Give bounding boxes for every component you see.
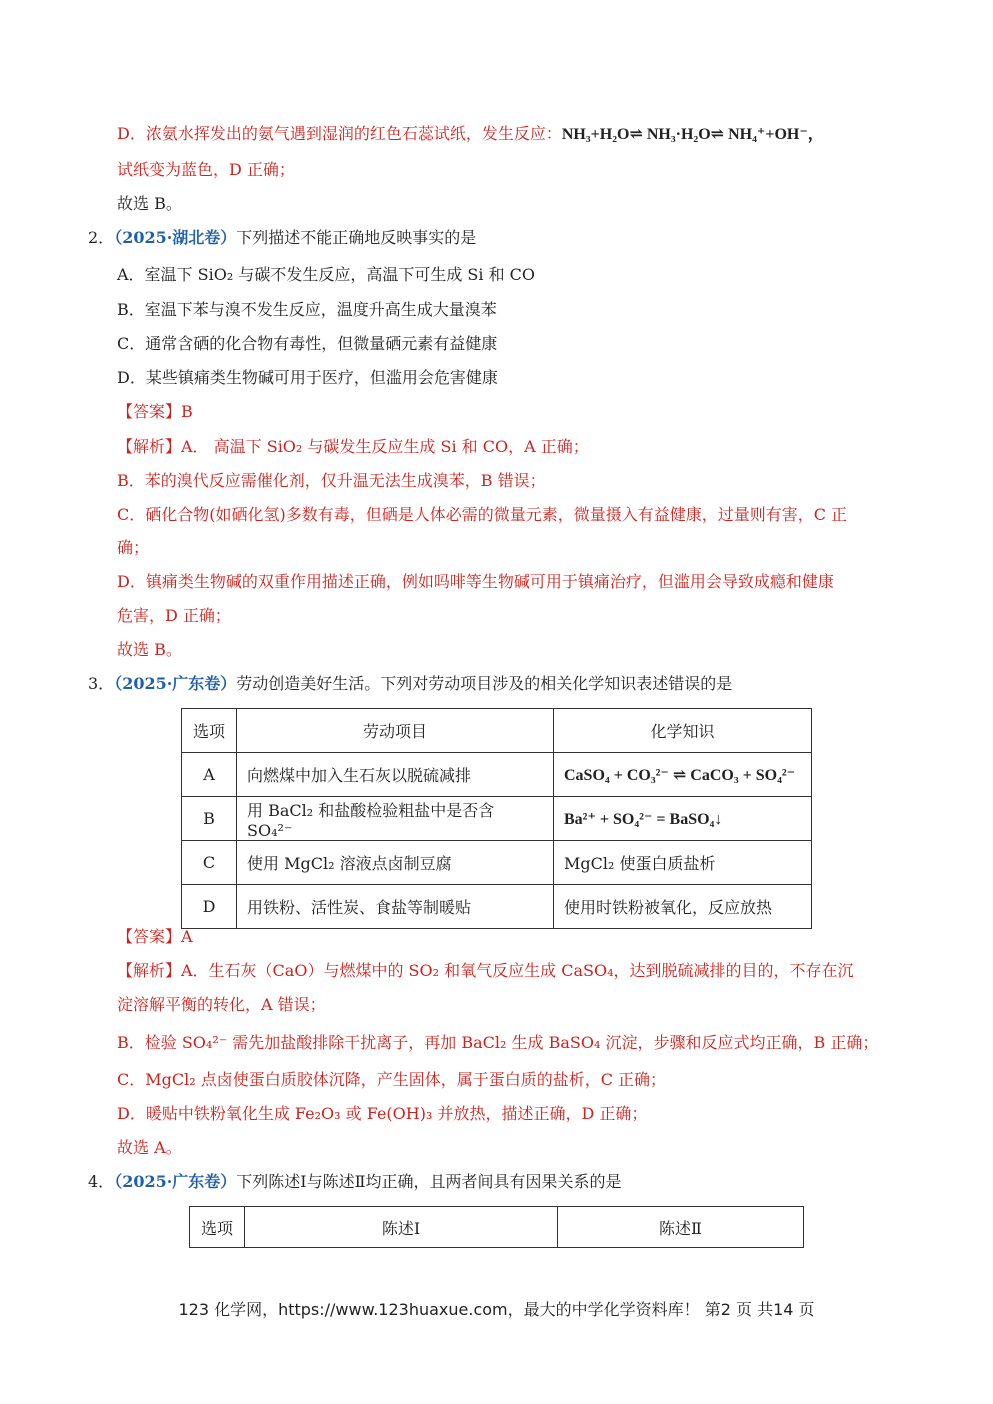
q2-option-b: B．室温下苯与溴不发生反应，温度升高生成大量溴苯 (117, 300, 497, 319)
q2-analysis-3: C．硒化合物(如硒化氢)多数有毒，但硒是人体必需的微量元素，微量摄入有益健康，过量则有害，C 正 (117, 505, 848, 524)
q2-analysis-4: 确； (117, 538, 150, 557)
q1-conclusion: 故选 B。 (117, 194, 182, 213)
q3-answer: 【答案】A (117, 927, 193, 946)
page-footer: 123 化学网，https://www.123huaxue.com，最大的中学化学资料库！ 第2 页 共14 页 (178, 1300, 815, 1319)
q2-option-c: C．通常含硒的化合物有毒性，但微量硒元素有益健康 (117, 334, 498, 353)
table-header-row (190, 1207, 804, 1248)
q3-stem-line: 3．（2025·广东卷）劳动创造美好生活。下列对劳动项目涉及的相关化学知识表述错误的是 (88, 674, 733, 693)
table-cell: 向燃煤中加入生石灰以脱硫减排 (237, 753, 554, 797)
q2-source: （2025·湖北卷） (114, 228, 237, 247)
q3-conclusion: 故选 A。 (117, 1138, 182, 1157)
q3-stem: 劳动创造美好生活。下列对劳动项目涉及的相关化学知识表述错误的是 (236, 674, 733, 693)
table-cell: A (182, 753, 237, 797)
table-cell: 用 BaCl₂ 和盐酸检验粗盐中是否含 SO₄²⁻ (237, 797, 554, 841)
table-row (182, 885, 812, 929)
q2-analysis-1: 【解析】A． 高温下 SiO₂ 与碳发生反应生成 Si 和 CO，A 正确； (117, 437, 589, 456)
q2-option-d: D．某些镇痛类生物碱可用于医疗，但滥用会危害健康 (117, 368, 498, 387)
q2-stem: 下列描述不能正确地反映事实的是 (236, 228, 477, 247)
table-header: 陈述Ⅰ (245, 1207, 558, 1248)
q1-option-d: D．浓氨水挥发出的氨气遇到湿润的红色石蕊试纸，发生反应：NH₃+H₂O⇌ NH₃·H₂O⇌ NH₄⁺+OH⁻， (117, 124, 824, 143)
q3-analysis-3: B．检验 SO₄²⁻ 需先加盐酸排除干扰离子，再加 BaCl₂ 生成 BaSO₄ 沉淀，步骤和反应式均正确，B 正确； (117, 1033, 879, 1052)
table-cell: 用铁粉、活性炭、食盐等制暖贴 (237, 885, 554, 929)
table-row (182, 841, 812, 885)
q3-analysis-1: 【解析】A．生石灰（CaO）与燃煤中的 SO₂ 和氧气反应生成 CaSO₄，达到脱硫减排的目的，不存在沉 (117, 961, 854, 980)
table-cell: Ba²⁺ + SO₄²⁻ = BaSO₄↓ (554, 797, 812, 841)
q1-option-d-cont: 试纸变为蓝色，D 正确； (117, 160, 295, 179)
q2-conclusion: 故选 B。 (117, 640, 182, 659)
table-header-row (182, 709, 812, 753)
table-cell: CaSO₄ + CO₃²⁻ ⇌ CaCO₃ + SO₄²⁻ (554, 753, 812, 797)
q2-analysis-2: B．苯的溴代反应需催化剂，仅升温无法生成溴苯，B 错误； (117, 471, 546, 490)
q2-analysis-5: D．镇痛类生物碱的双重作用描述正确，例如吗啡等生物碱可用于镇痛治疗，但滥用会导致成瘾和健康 (117, 572, 834, 591)
table-cell: MgCl₂ 使蛋白质盐析 (554, 841, 812, 885)
table-row (182, 753, 812, 797)
q3-analysis-5: D．暖贴中铁粉氧化生成 Fe₂O₃ 或 Fe(OH)₃ 并放热，描述正确，D 正确； (117, 1104, 648, 1123)
q1-d-equation: NH₃+H₂O⇌ NH₃·H₂O⇌ NH₄⁺+OH⁻， (561, 126, 824, 143)
q4-table (189, 1206, 804, 1248)
table-cell: 使用时铁粉被氧化，反应放热 (554, 885, 812, 929)
table-cell: C (182, 841, 237, 885)
q4-stem: 下列陈述Ⅰ与陈述Ⅱ均正确，且两者间具有因果关系的是 (236, 1172, 622, 1191)
table-header: 选项 (182, 709, 237, 753)
table-cell: B (182, 797, 237, 841)
table-header: 劳动项目 (237, 709, 554, 753)
q2-analysis-6: 危害，D 正确； (117, 606, 231, 625)
q2-option-a: A．室温下 SiO₂ 与碳不发生反应，高温下可生成 Si 和 CO (117, 265, 536, 284)
table-cell: D (182, 885, 237, 929)
q3-analysis-4: C．MgCl₂ 点卤使蛋白质胶体沉降，产生固体，属于蛋白质的盐析，C 正确； (117, 1070, 667, 1089)
q3-table (181, 708, 812, 929)
q3-source: （2025·广东卷） (114, 674, 237, 693)
table-cell: 使用 MgCl₂ 溶液点卤制豆腐 (237, 841, 554, 885)
q2-answer: 【答案】B (117, 402, 193, 421)
q4-stem-line: 4．（2025·广东卷）下列陈述Ⅰ与陈述Ⅱ均正确，且两者间具有因果关系的是 (88, 1172, 622, 1191)
q3-analysis-2: 淀溶解平衡的转化，A 错误； (117, 995, 326, 1014)
table-header: 陈述Ⅱ (558, 1207, 804, 1248)
table-row (182, 797, 812, 841)
q4-source: （2025·广东卷） (114, 1172, 237, 1191)
table-header: 化学知识 (554, 709, 812, 753)
table-header: 选项 (190, 1207, 245, 1248)
q2-stem-line: 2．（2025·湖北卷）下列描述不能正确地反映事实的是 (88, 228, 477, 247)
